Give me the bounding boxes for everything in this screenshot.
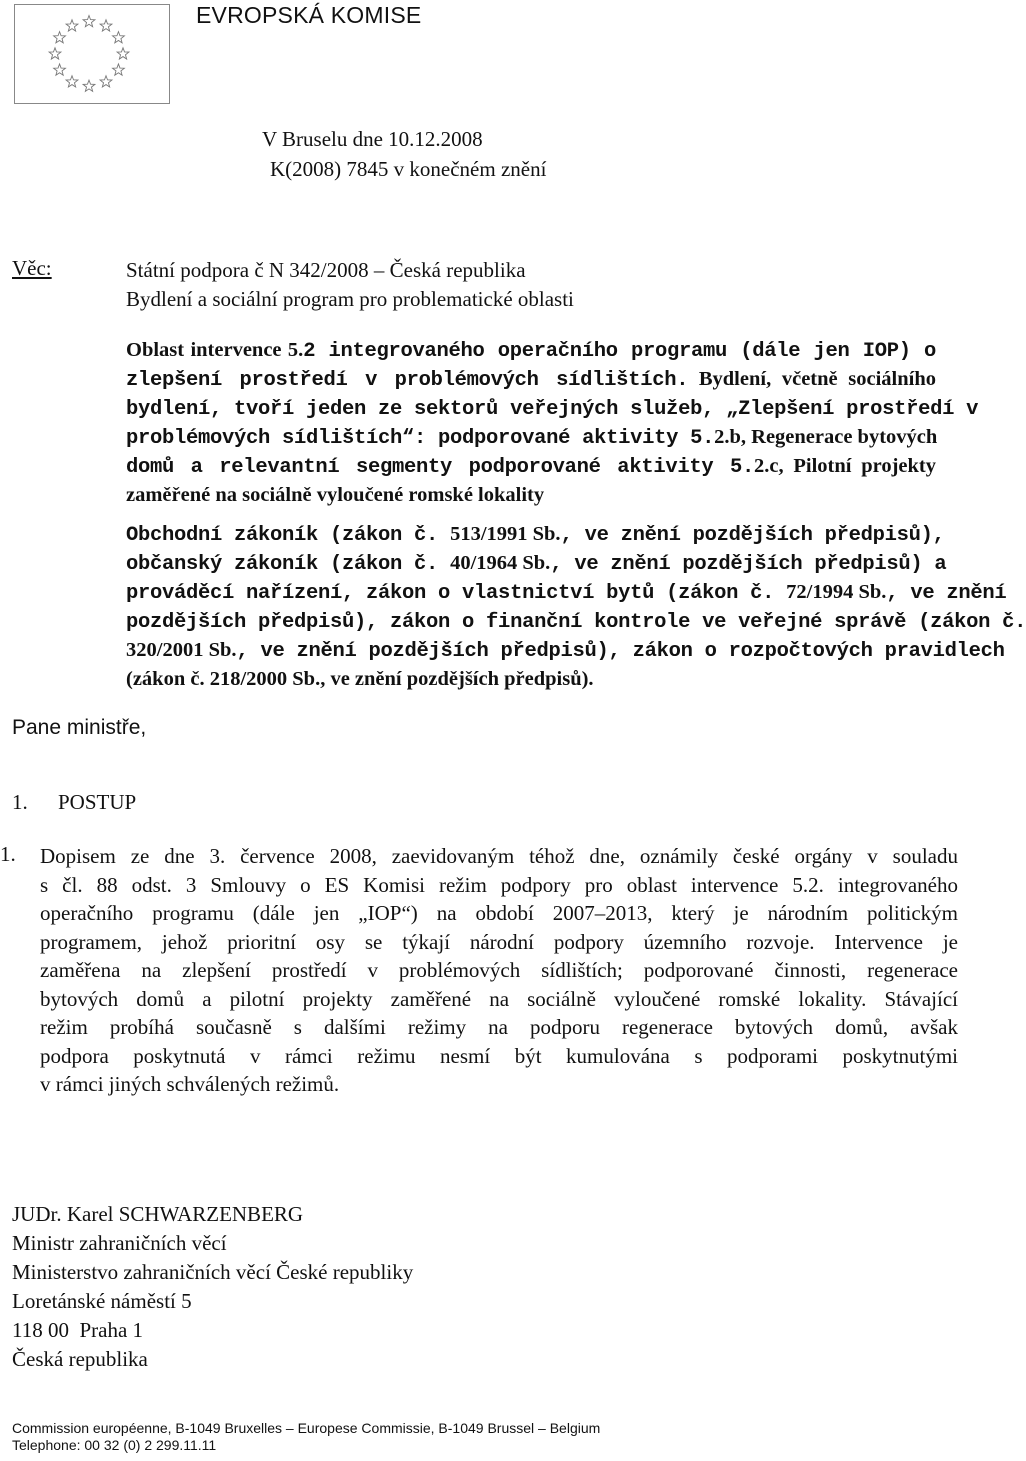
star-icon [100, 76, 112, 87]
subject-line-1: Státní podpora č N 342/2008 – Česká republika [126, 258, 526, 282]
text-run: občanský zákoník (zákon č. [126, 553, 451, 576]
paragraph-line: programem, jehož prioritní osy se týkají národní podpory územního rozvoje. Intervence je [40, 929, 958, 954]
reference-number: K(2008) 7845 v konečném znění [270, 157, 547, 181]
star-icon [100, 20, 112, 31]
text-run: pozdějších předpisů), zákon o finanční kontrole ve veřejné správě (zákon č. [126, 611, 1026, 634]
paragraph-number: 1. [0, 842, 16, 866]
paragraph-line: zaměřena na zlepšení prostředí v problémových sídlištích; podporované činnosti, regenerace [40, 958, 958, 982]
text-run: Bydlení, včetně sociálního [688, 368, 936, 390]
paragraph-line: podpora poskytnutá v rámci režimu nesmí být kumulována s podporami poskytnutými [40, 1043, 958, 1068]
text-run: , ve znění pozdějších předpisů). [320, 668, 594, 690]
star-icon [83, 16, 95, 27]
paragraph-line: Dopisem ze dne 3. července 2008, zaevidovaným téhož dne, oznámily české orgány v souladu [40, 844, 958, 868]
text-run: problémových sídlištích“: podporované aktivity 5. [126, 427, 715, 450]
text-run: 40/1964 Sb. [450, 552, 551, 574]
commission-title: EVROPSKÁ KOMISE [196, 2, 422, 28]
star-icon [83, 80, 95, 91]
text-run: , ve znění [886, 582, 1007, 605]
intervention-area-block [126, 336, 979, 510]
text-run: , ve znění pozdějších předpisů) a [550, 553, 947, 576]
paragraph-line: s čl. 88 odst. 3 Smlouvy o ES Komisi režim podpory pro oblast intervence 5.2. integrovaného [40, 872, 958, 897]
text-run: , ve znění pozdějších předpisů), zákon o rozpočtových pravidlech [236, 640, 1005, 663]
star-icon [66, 76, 78, 87]
legal-basis-line [126, 520, 945, 549]
footer-phone: Telephone: 00 32 (0) 2 299.11.11 [12, 1437, 217, 1453]
text-run: Oblast intervence 5. [126, 339, 304, 361]
subject-text [126, 256, 946, 314]
text-run: prováděcí nařízení, zákon o vlastnictví bytů (zákon č. [126, 582, 787, 605]
addressee-title: Ministr zahraničních věcí [12, 1231, 227, 1255]
text-run: 513/1991 Sb. [450, 523, 561, 545]
legal-basis-block [126, 520, 1026, 694]
text-run: Obchodní zákoník (zákon č. [126, 524, 451, 547]
star-icon [113, 32, 125, 43]
place-date: V Bruselu dne 10.12.2008 [262, 127, 483, 151]
eu-flag-icon [15, 5, 169, 103]
footer-address: Commission européenne, B-1049 Bruxelles – Europese Commissie, B-1049 Brussel – Belgium [12, 1420, 601, 1436]
intervention-area-line [126, 394, 979, 423]
text-run: , ve znění pozdějších předpisů), [560, 524, 945, 547]
text-run: 218/2000 Sb. [209, 668, 321, 690]
star-icon [66, 20, 78, 31]
addressee-name: JUDr. Karel SCHWARZENBERG [12, 1202, 304, 1226]
star-icon [117, 48, 129, 59]
text-run: 2.b, Regenerace bytových [714, 426, 938, 448]
subject-line-2: Bydlení a sociální program pro problematické oblasti [126, 287, 574, 311]
intervention-area-line [126, 452, 936, 481]
star-icon [54, 32, 66, 43]
legal-basis-line [126, 578, 1007, 607]
legal-basis-line [126, 665, 936, 694]
paragraph-line: operačního programu (dále jen „IOP“) na období 2007–2013, který je národním politickým [40, 901, 958, 925]
text-run: zlepšení prostředí v problémových sídlištích. [126, 369, 689, 392]
intervention-area-line [126, 365, 936, 394]
paragraph-line: v rámci jiných schválených režimů. [40, 1072, 340, 1096]
legal-basis-line [126, 549, 947, 578]
intervention-area-line [126, 336, 936, 365]
addressee-street: Loretánské náměstí 5 [12, 1289, 192, 1313]
footer [12, 1420, 600, 1454]
intervention-area-line [126, 423, 936, 452]
star-icon [54, 64, 66, 75]
text-run: 320/2001 Sb. [126, 639, 237, 661]
paragraph-line: bytových domů a pilotní projekty zaměřené na sociálně vyloučené romské lokality. Stávající [40, 986, 958, 1011]
addressee-city: 118 00 Praha 1 [12, 1318, 144, 1342]
star-icon [49, 48, 61, 59]
text-run: (zákon č. [126, 668, 210, 690]
text-run: domů a relevantní segmenty podporované aktivity 5. [126, 456, 754, 479]
addressee-block [12, 1200, 413, 1374]
text-run: 72/1994 Sb. [786, 581, 887, 603]
paragraph-line: režim probíhá současně s dalšími režimy na podporu regenerace bytových domů, avšak [40, 1015, 958, 1039]
intervention-area-line [126, 481, 936, 510]
addressee-ministry: Ministerstvo zahraničních věcí České republiky [12, 1260, 414, 1284]
paragraph-text [40, 842, 958, 1099]
text-run: 2.c, Pilotní projekty [753, 455, 936, 477]
text-run: 2 integrovaného operačního programu (dále jen IOP) o [303, 340, 936, 363]
text-run: bydlení, tvoří jeden ze sektorů veřejných služeb, „Zlepšení prostředí v [126, 398, 979, 421]
section-heading [12, 790, 136, 815]
dateline [262, 124, 546, 184]
section-number: 1. [12, 790, 28, 814]
eu-logo [14, 4, 170, 104]
addressee-country: Česká republika [12, 1347, 148, 1371]
text-run: zaměřené na sociálně vyloučené romské lokality [126, 484, 545, 506]
star-icon [113, 64, 125, 75]
legal-basis-line [126, 636, 1005, 665]
section-title: POSTUP [58, 790, 137, 814]
salutation: Pane ministře, [12, 716, 147, 739]
legal-basis-line [126, 607, 1026, 636]
subject-label: Věc: [12, 256, 52, 280]
